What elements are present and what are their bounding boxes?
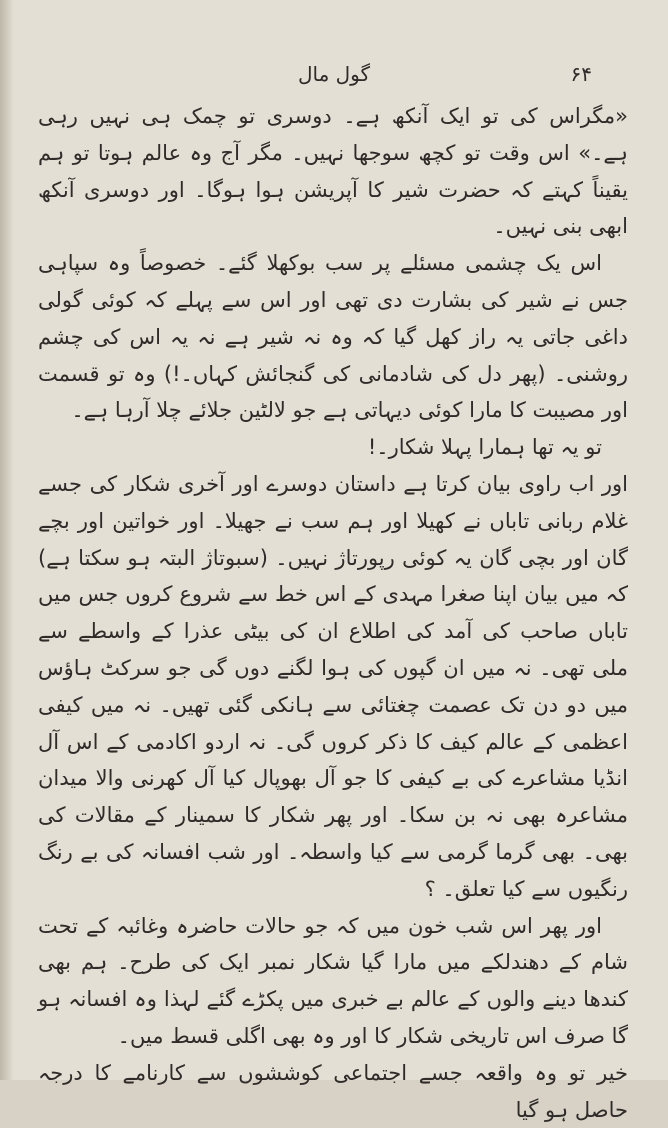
paragraph-6: خیر تو وہ واقعہ جسے اجتماعی کوششوں سے کارنامے کا درجہ حاصل ہو گیا [38, 1060, 628, 1122]
page-header [40, 58, 628, 92]
paragraph-1: «مگراس کی تو ایک آنکھ ہے۔ دوسری تو چمک ہی نہیں رہی ہے۔» اس وقت تو کچھ سوجھا نہیں۔ مگر آج وہ عالم ہوتا تو ہم یقیناً کہتے کہ حضرت شیر کا آپریشن ہوا ہوگا۔ اور دوسری آنکھ ابھی بنی نہیں۔ [38, 104, 628, 239]
running-title: گول مال [297, 62, 371, 86]
paragraph-3: تو یہ تھا ہمارا پہلا شکار۔! [367, 435, 602, 460]
page-number: ۶۴ [570, 62, 592, 86]
paragraph-5: اور پھر اس شب خون میں کہ جو حالات حاضرہ وغائبہ کے تحت شام کے دھندلکے میں مارا گیا شکار نمبر ایک کی طرح۔ ہم بھی کندھا دینے والوں کے عالم بے خبری میں پکڑے گئے لہذا وہ افسانہ ہو گا صرف اس تاریخی شکار کا اور وہ بھی اگلی قسط میں۔ [38, 913, 628, 1048]
binding-shadow [0, 0, 14, 1080]
paragraph-4: اور اب راوی بیان کرتا ہے داستان دوسرے اور آخری شکار کی جسے غلام ربانی تاباں نے کھیلا اور ہم سب نے جھیلا۔ اور خواتین اور بچے گان اور بچی گان یہ کوئی رپورتاژ نہیں۔ (سبوتاژ البتہ ہو سکتا ہے) کہ میں بیان اپنا صغرا مہدی کے اس خط سے شروع کروں جس میں تاباں صاحب کی آمد کی اطلاع ان کی بیٹی عذرا کے واسطے سے ملی تھی۔ نہ میں ان گپوں کی ہوا لگنے دوں گی جو سرکٹ ہاؤس میں دو دن تک عصمت چغتائی سے ہانکی گئی تھیں۔ نہ میں کیفی اعظمی کے عالم کیف کا ذکر کروں گی۔ نہ اردو اکادمی کے اس آل انڈیا مشاعرے کی بے کیفی کا جو آل بھوپال کیا آل کھرنی والا میدان مشاعرہ بھی نہ بن سکا۔ اور پھر شکار کا سمینار کے مقالات کی بھی۔ بھی گرما گرمی سے کیا واسطہ۔ اور شب افسانہ کی بے رنگ رنگیوں سے کیا تعلق۔ ؟ [38, 471, 628, 901]
paragraph-2: اس یک چشمی مسئلے پر سب بوکھلا گئے۔ خصوصاً وہ سپاہی جس نے شیر کی بشارت دی تھی اور اس سے پہلے کہ کوئی گولی داغی جاتی یہ راز کھل گیا کہ وہ نہ شیر ہے نہ یہ اس کی چشم روشنی۔ (پھر دل کی شادمانی کی گنجائش کہاں۔!) وہ تو قسمت اور مصیبت کا مارا کوئی دیہاتی ہے جو لالٹین جلائے چلا آرہا ہے۔ [38, 251, 628, 423]
body-text [38, 98, 628, 1128]
